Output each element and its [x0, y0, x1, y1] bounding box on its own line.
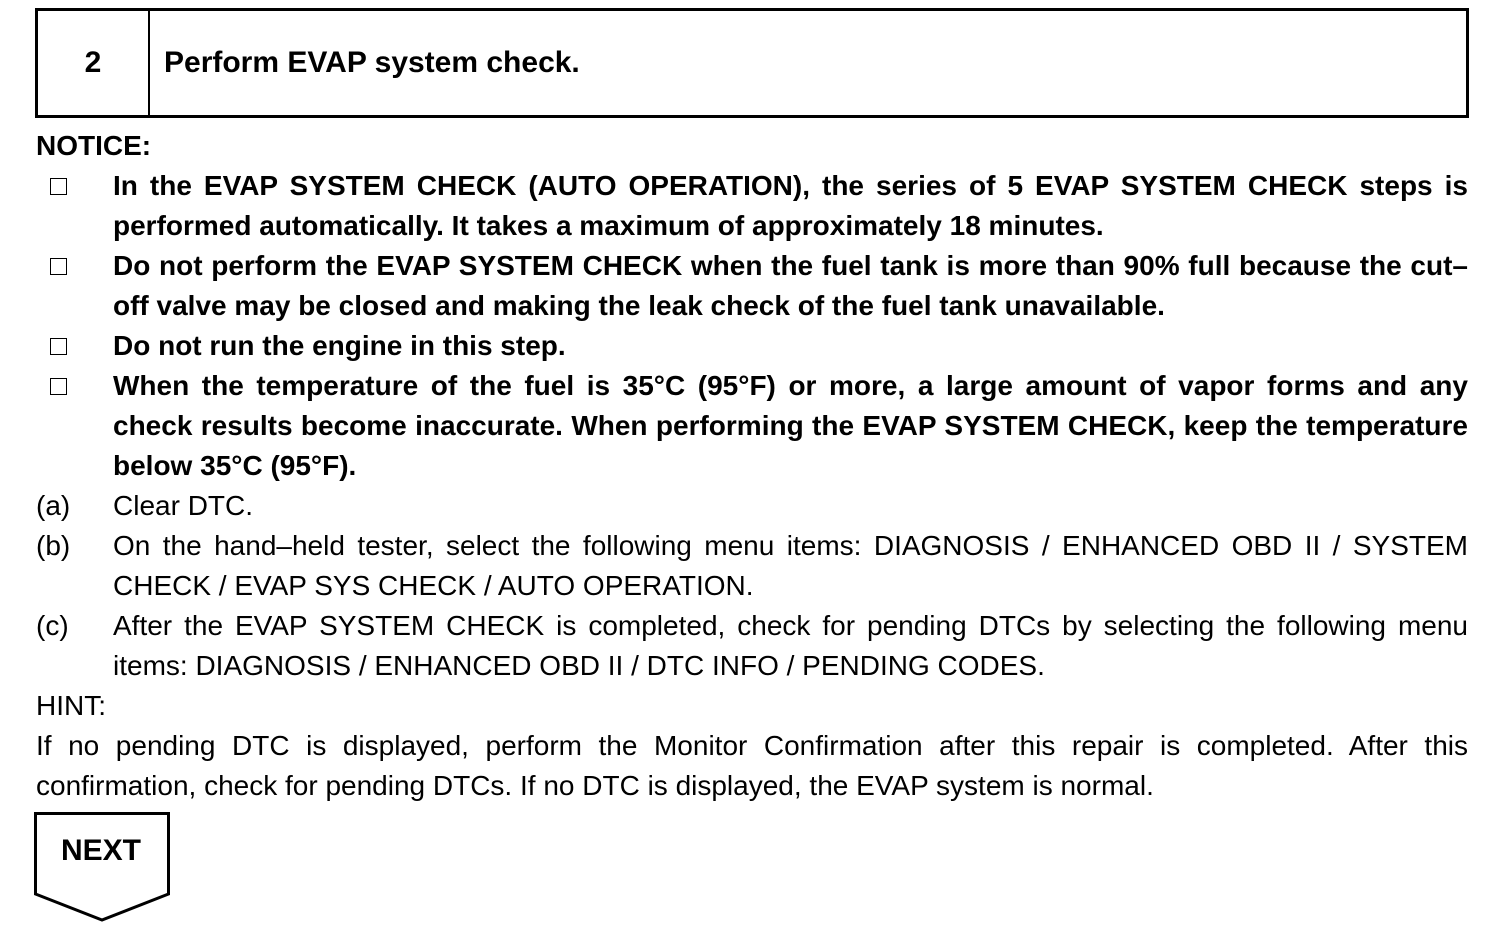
checkbox-bullet-icon — [36, 366, 113, 486]
step-header — [35, 8, 1469, 118]
notice-item-text: Do not run the engine in this step. — [113, 330, 566, 361]
procedure-item — [36, 486, 1468, 526]
notice-item-text: When the temperature of the fuel is 35°C (95°F) or more, a large amount of vapor forms and any check results become inaccurate. When performing the EVAP SYSTEM CHECK, keep the temperature below 35°C (95°F). — [113, 370, 1468, 481]
notice-item — [36, 326, 1468, 366]
notice-item — [36, 246, 1468, 326]
checkbox-bullet-icon — [36, 326, 113, 366]
procedure-marker: (c) — [36, 610, 69, 641]
procedure-text: After the EVAP SYSTEM CHECK is completed, check for pending DTCs by selecting the following menu items: DIAGNOSIS / ENHANCED OBD II / DTC INFO / PENDING CODES. — [113, 610, 1468, 681]
checkbox-bullet-icon — [36, 166, 113, 246]
hint-text: If no pending DTC is displayed, perform the Monitor Confirmation after this repair is completed. After this confirmation, check for pending DTCs. If no DTC is displayed, the EVAP system is normal. — [36, 730, 1468, 801]
next-label: NEXT — [60, 834, 141, 867]
notice-item-text: Do not perform the EVAP SYSTEM CHECK when the fuel tank is more than 90% full because the cut–off valve may be closed and making the leak check of the fuel tank unavailable. — [113, 250, 1468, 321]
notice-item — [36, 166, 1468, 246]
checkbox-bullet-icon — [36, 246, 113, 326]
procedure-marker: (b) — [36, 530, 71, 561]
procedure-text: Clear DTC. — [113, 490, 254, 521]
procedure-item — [36, 526, 1468, 606]
next-step-button[interactable] — [34, 812, 172, 924]
procedure-item — [36, 606, 1468, 686]
step-number: 2 — [38, 11, 150, 115]
next-arrow-shape — [34, 812, 172, 924]
step-title: Perform EVAP system check. — [164, 46, 580, 79]
hint-heading: HINT: — [36, 690, 106, 721]
procedure-marker: (a) — [36, 490, 71, 521]
notice-item — [36, 366, 1468, 486]
notice-item-text: In the EVAP SYSTEM CHECK (AUTO OPERATION), the series of 5 EVAP SYSTEM CHECK steps is performed automatically. It takes a maximum of approximately 18 minutes. — [113, 170, 1468, 241]
notice-heading: NOTICE: — [36, 130, 152, 161]
step-content — [36, 126, 1468, 806]
procedure-text: On the hand–held tester, select the following menu items: DIAGNOSIS / ENHANCED OBD II / SYSTEM CHECK / EVAP SYS CHECK / AUTO OPERATION. — [113, 530, 1468, 601]
